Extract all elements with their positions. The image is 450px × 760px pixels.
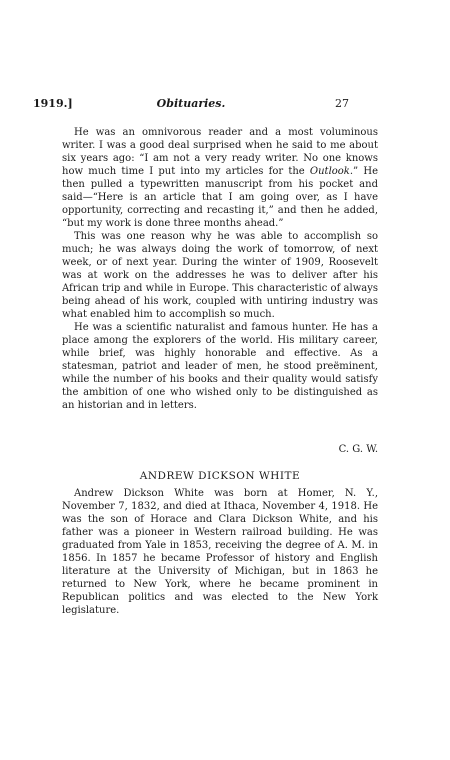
obituary_tr-paragraph	[62, 230, 378, 321]
author-signature: C. G. W.	[338, 444, 378, 455]
page-number: 27	[335, 97, 349, 110]
paragraph-text: Andrew Dickson White was born at Homer, N. Y., November 7, 1832, and died at Ithaca, November 4, 1918. He was the son of Horace and Clara Dickson White, and his father was a pioneer in Western railroad building. He was graduated from Yale in 1853, receiving the degree of A. M. in 1856. In 1857 he became Professor of history and English literature at the University of Michigan, but in 1863 he returned to New York, where he became prominent in Republican politics and was elected to the New York legislature.	[62, 488, 378, 616]
obituary_tr-paragraph	[62, 126, 378, 230]
obituary_white-paragraph	[62, 487, 378, 617]
italic-text: Outlook	[309, 166, 350, 177]
header-title: Obituaries.	[156, 97, 226, 110]
running-header	[33, 97, 349, 111]
section-heading: ANDREW DICKSON WHITE	[139, 470, 301, 482]
paragraph-text: He was an omnivorous reader and a most voluminous writer. I was a good deal surprised when he said to me about six years ago: “I am not a very ready writer. No one knows how much time I put into my articles for the	[62, 127, 378, 177]
obituary_tr-paragraph	[62, 321, 378, 412]
white-obituary-text	[62, 487, 378, 617]
paragraph-text: .” He then pulled a typewritten manuscript from his pocket and said—“Here is an article that I am going over, as I have opportunity, correcting and recasting it,” and then he added, “but my work is done three months ahead.”	[62, 166, 379, 229]
paragraph-text: He was a scientific naturalist and famous hunter. He has a place among the explorers of the world. His military career, while brief, was highly honorable and effective. As a statesman, patriot and leader of men, he stood preëminent, while the number of his books and their quality would satisfy the ambition of one who wished only to be distinguished as an historian and in letters.	[62, 322, 378, 411]
header-year: 1919.]	[33, 97, 73, 110]
paragraph-text: This was one reason why he was able to accomplish so much; he was always doing the work of tomorrow, of next week, or of next year. During the winter of 1909, Roosevelt was at work on the addresses he was to deliver after his African trip and while in Europe. This characteristic of always being ahead of his work, coupled with untiring industry was what enabled him to accomplish so much.	[62, 231, 378, 320]
roosevelt-obituary-text	[62, 126, 378, 412]
